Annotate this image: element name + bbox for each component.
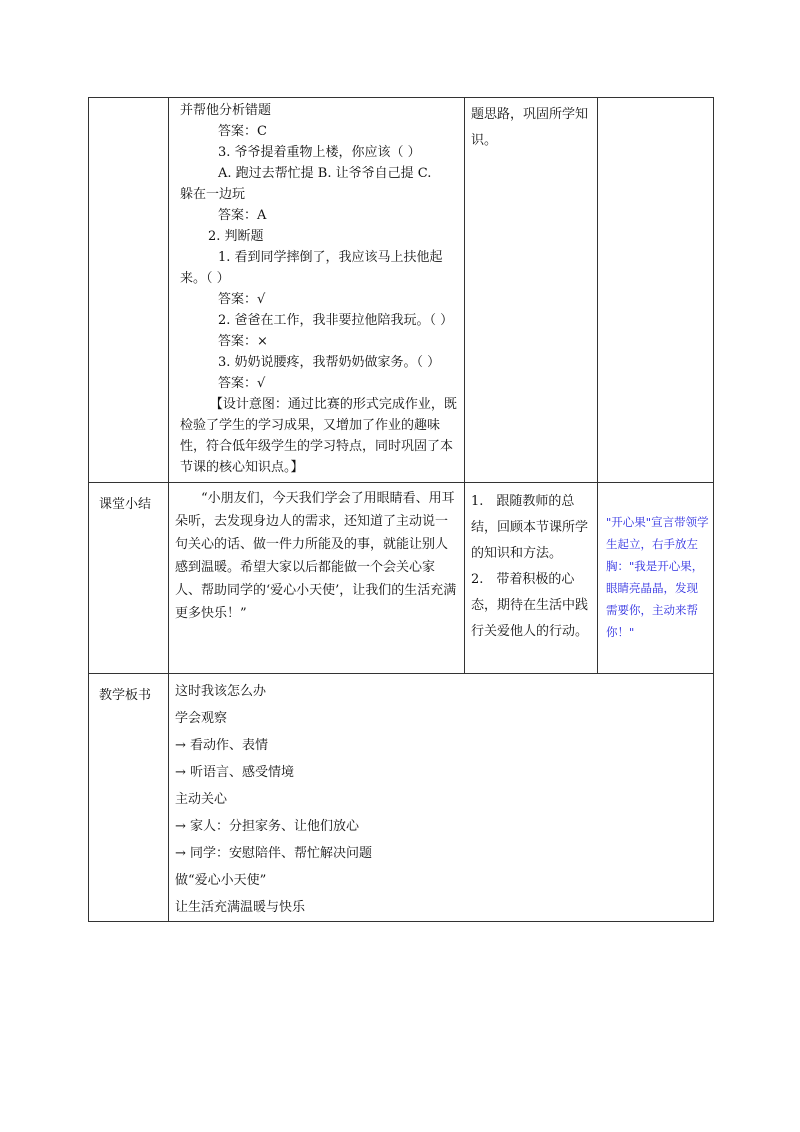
options-line-cont: 躲在一边玩 — [180, 187, 246, 202]
board-label-cell — [89, 674, 169, 922]
board-line: 主动关心 — [175, 792, 228, 807]
board-line: → 看动作、表情 — [175, 738, 269, 753]
board-line: 做“爱心小天使” — [175, 873, 267, 888]
question-line-cont: 来。（ ） — [180, 271, 230, 286]
summary-activity-item: 2. 带着积极的心态，期待在生活中践行关爱他人的行动。 — [471, 572, 589, 639]
question-line: 1. 看到同学摔倒了，我应该马上扶他起 — [218, 250, 443, 265]
board-line: 学会观察 — [175, 711, 228, 726]
answer-line: 答案：√ — [218, 376, 266, 391]
board-line: → 同学：安慰陪伴、帮忙解决问题 — [175, 846, 373, 861]
happy-declaration-note: "开心果"宣言带领学生起立，右手放左胸："我是开心果，眼睛亮晶晶，发现需要你，主动来帮你！" — [606, 515, 709, 639]
exercise-row — [89, 98, 714, 483]
summary-row — [89, 483, 714, 674]
question-line: 3. 爷爷提着重物上楼，你应该（ ） — [218, 145, 421, 160]
exercise-label-cell — [89, 98, 169, 483]
summary-note-cell — [598, 483, 714, 674]
section-heading: 2. 判断题 — [208, 229, 264, 244]
exercise-note-cell — [598, 98, 714, 483]
summary-label-cell — [89, 483, 169, 674]
answer-line: 答案：C — [218, 124, 267, 139]
board-label: 教学板书 — [99, 688, 152, 703]
summary-content-cell — [169, 483, 465, 674]
board-line: → 家人：分担家务、让他们放心 — [175, 819, 360, 834]
board-line: → 听语言、感受情境 — [175, 765, 295, 780]
board-content-cell — [169, 674, 714, 922]
question-line: 3. 奶奶说腰疼，我帮奶奶做家务。（ ） — [218, 355, 441, 370]
exercise-content-cell — [169, 98, 465, 483]
summary-activity-cell — [465, 483, 598, 674]
teacher-summary-speech: “小朋友们，今天我们学会了用眼睛看、用耳朵听，去发现身边人的需求，还知道了主动说一句关心的话、做一件力所能及的事，就能让别人感到温暖。希望大家以后都能做一个会关心家人、帮助同学的‘爱心小天使’，让我们的生活充满更多快乐！” — [175, 491, 457, 621]
summary-activity-item: 1. 跟随教师的总结，回顾本节课所学的知识和方法。 — [471, 494, 589, 561]
summary-label: 课堂小结 — [99, 497, 152, 512]
design-intent: 【设计意图：通过比赛的形式完成作业，既检验了学生的学习成果，又增加了作业的趣味性，符合低年级学生的学习特点，同时巩固了本节课的核心知识点。】 — [180, 397, 457, 475]
lesson-plan-table — [88, 97, 714, 922]
options-line: A. 跑过去帮忙提 B. 让爷爷自己提 C. — [218, 166, 432, 181]
exercise-line: 并帮他分析错题 — [180, 103, 272, 118]
answer-line: 答案：A — [218, 208, 267, 223]
question-line: 2. 爸爸在工作，我非要拉他陪我玩。（ ） — [218, 313, 454, 328]
answer-line: 答案：√ — [218, 292, 266, 307]
board-line: 这时我该怎么办 — [175, 684, 267, 699]
student-activity-text: 题思路，巩固所学知识。 — [471, 107, 589, 148]
exercise-activity-cell — [465, 98, 598, 483]
board-line: 让生活充满温暖与快乐 — [175, 900, 306, 915]
board-row — [89, 674, 714, 922]
answer-line: 答案：× — [218, 334, 268, 349]
